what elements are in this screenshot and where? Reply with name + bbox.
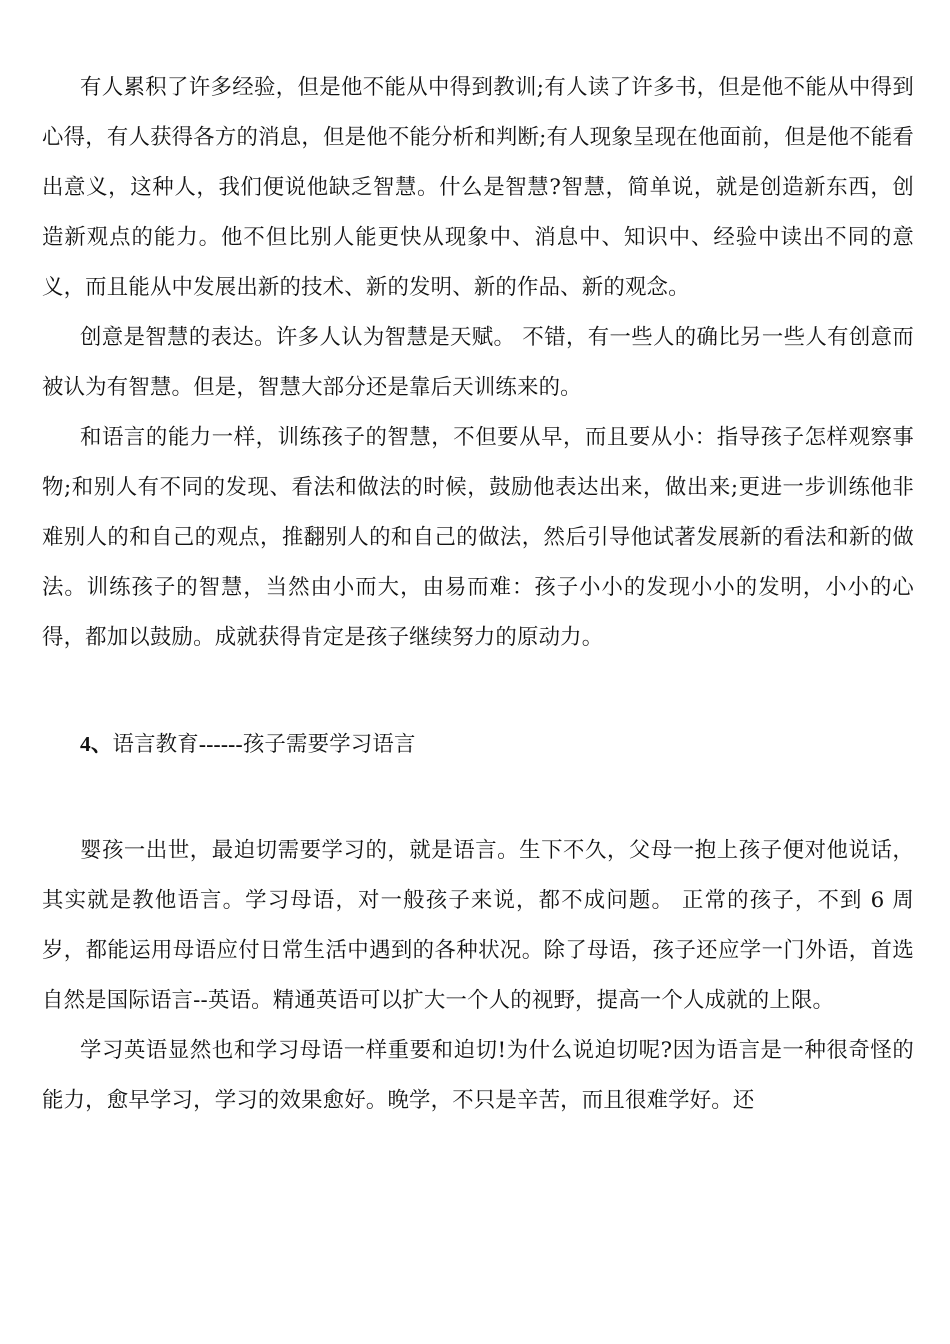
document-page (42, 63, 914, 1126)
paragraph-language-learning: 婴孩一出世，最迫切需要学习的，就是语言。生下不久，父母一抱上孩子便对他说话，其实就是教他语言。学习母语，对一般孩子来说，都不成问题。 正常的孩子，不到 6 周岁，都能运用母语应付日常生活中遇到的各种状况。除了母语，孩子还应学一门外语，首选自然是国际语言--英语。精通英语可以扩大一个人的视野，提高一个人成就的上限。 (42, 838, 914, 1013)
section-title-part1: 语言教育 (112, 732, 199, 757)
section-dashes: ------ (198, 732, 243, 756)
section-heading (42, 719, 914, 770)
section-title-part2: 孩子需要学习语言 (242, 732, 416, 757)
section-separator: 、 (90, 732, 113, 757)
paragraph-creativity: 创意是智慧的表达。许多人认为智慧是天赋。 不错，有一些人的确比另一些人有创意而被认为有智慧。但是，智慧大部分还是靠后天训练来的。 (42, 325, 914, 400)
paragraph-training-wisdom: 和语言的能力一样，训练孩子的智慧，不但要从早，而且要从小：指导孩子怎样观察事物;和别人有不同的发现、看法和做法的时候，鼓励他表达出来，做出来;更进一步训练他非难别人的和自己的观点，推翻别人的和自己的做法，然后引导他试著发展新的看法和新的做法。训练孩子的智慧，当然由小而大，由易而难：孩子小小的发现小小的发明，小小的心得，都加以鼓励。成就获得肯定是孩子继续努力的原动力。 (42, 425, 914, 650)
paragraph-english-urgency: 学习英语显然也和学习母语一样重要和迫切!为什么说迫切呢?因为语言是一种很奇怪的能力，愈早学习，学习的效果愈好。晚学，不只是辛苦，而且很难学好。还 (42, 1038, 914, 1113)
section-number: 4 (80, 732, 91, 756)
paragraph-wisdom-definition: 有人累积了许多经验，但是他不能从中得到教训;有人读了许多书，但是他不能从中得到心得，有人获得各方的消息，但是他不能分析和判断;有人现象呈现在他面前，但是他不能看出意义，这种人，我们便说他缺乏智慧。什么是智慧?智慧，简单说，就是创造新东西，创造新观点的能力。他不但比别人能更快从现象中、消息中、知识中、经验中读出不同的意义，而且能从中发展出新的技术、新的发明、新的作品、新的观念。 (42, 75, 914, 300)
